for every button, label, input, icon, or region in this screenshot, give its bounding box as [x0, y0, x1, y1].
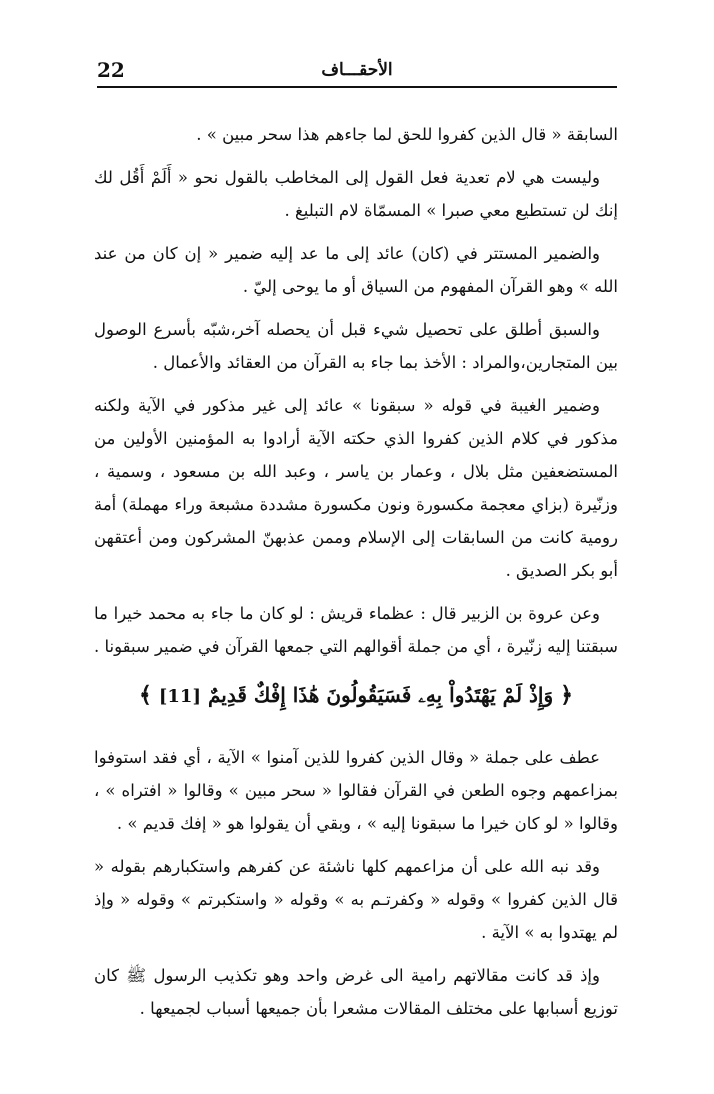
paragraph: وقد نبه الله على أن مزاعمهم كلها ناشئة عن كفرهم واستكبارهم بقوله « قال الذين كفروا » وقوله « وكفرتـم به » وقوله « واستكبرتم » وقوله « وإذ لم يهتدوا به » الآية .	[94, 857, 618, 942]
paragraph: وإذ قد كانت مقالاتهم رامية الى غرض واحد وهو تكذيب الرسول ﷺ كان توزيع أسبابها على مختلف المقالات مشعرا بأن جميعها أسباب لجميعها .	[94, 966, 618, 1018]
verse-open-bracket: ﴿	[560, 682, 573, 708]
paragraph: وليست هي لام تعدية فعل القول إلى المخاطب بالقول نحو « أَلَمْ أَقُل لك إنك لن تستطيع معي صبرا » المسمّاة لام التبليغ .	[94, 168, 618, 220]
paragraph: عطف على جملة « وقال الذين كفروا للذين آمنوا » الآية ، أي فقد استوفوا بمزاعمهم وجوه الطعن في القرآن فقالوا « سحر مبين » وقالوا « افتراه » ، وقالوا « لو كان خيرا ما سبقونا إليه » ، وبقي أن يقولوا هو « إفك قديم » .	[94, 748, 618, 833]
page-body	[94, 118, 618, 1035]
page-header	[97, 56, 617, 88]
verse-close-bracket: ﴾	[138, 682, 152, 708]
paragraph: وضمير الغيبة في قوله « سبقونا » عائد إلى غير مذكور في الآية ولكنه مذكور في كلام الذين كفروا الذي حكته الآية أرادوا به المؤمنين الأولين من المستضعفين مثل بلال ، وعمار بن ياسر ، وعبد الله بن مسعود ، وسمية ، وزنّيرة (بزاي معجمة مكسورة ونون مكسورة مشددة مشبعة وراء مهملة) أمة رومية كانت من السابقات إلى الإسلام وممن عذبهنّ المشركون ومن أعتقهن أبو بكر الصديق .	[94, 396, 618, 580]
paragraph: والسبق أطلق على تحصيل شيء قبل أن يحصله آخر،شبّه بأسرع الوصول بين المتجارين،والمراد : الأخذ بما جاء به القرآن من العقائد والأعمال .	[94, 320, 618, 372]
paragraph: والضمير المستتر في (كان) عائد إلى ما عد إليه ضمير « إن كان من عند الله » وهو القرآن المفهوم من السياق أو ما يوحى إليّ .	[94, 244, 618, 296]
page-number: 22	[97, 58, 125, 82]
paragraph: وعن عروة بن الزبير قال : عظماء قريش : لو كان ما جاء به محمد خيرا ما سبقتنا إليه زنّيرة ، أي من جملة أقوالهم التي جمعها القرآن في ضمير سبقونا .	[93, 604, 618, 656]
paragraph: السابقة « قال الذين كفروا للحق لما جاءهم هذا سحر مبين » .	[196, 125, 618, 144]
verse-text: وَإِذْ لَمْ يَهْتَدُواْ بِهِۦ فَسَيَقُولُونَ هَٰذَا إِفْكٌ قَدِيمٌ	[207, 683, 554, 707]
running-title: الأحقـــاف	[321, 60, 393, 80]
quran-verse	[94, 675, 618, 717]
verse-number: [11]	[158, 686, 201, 707]
